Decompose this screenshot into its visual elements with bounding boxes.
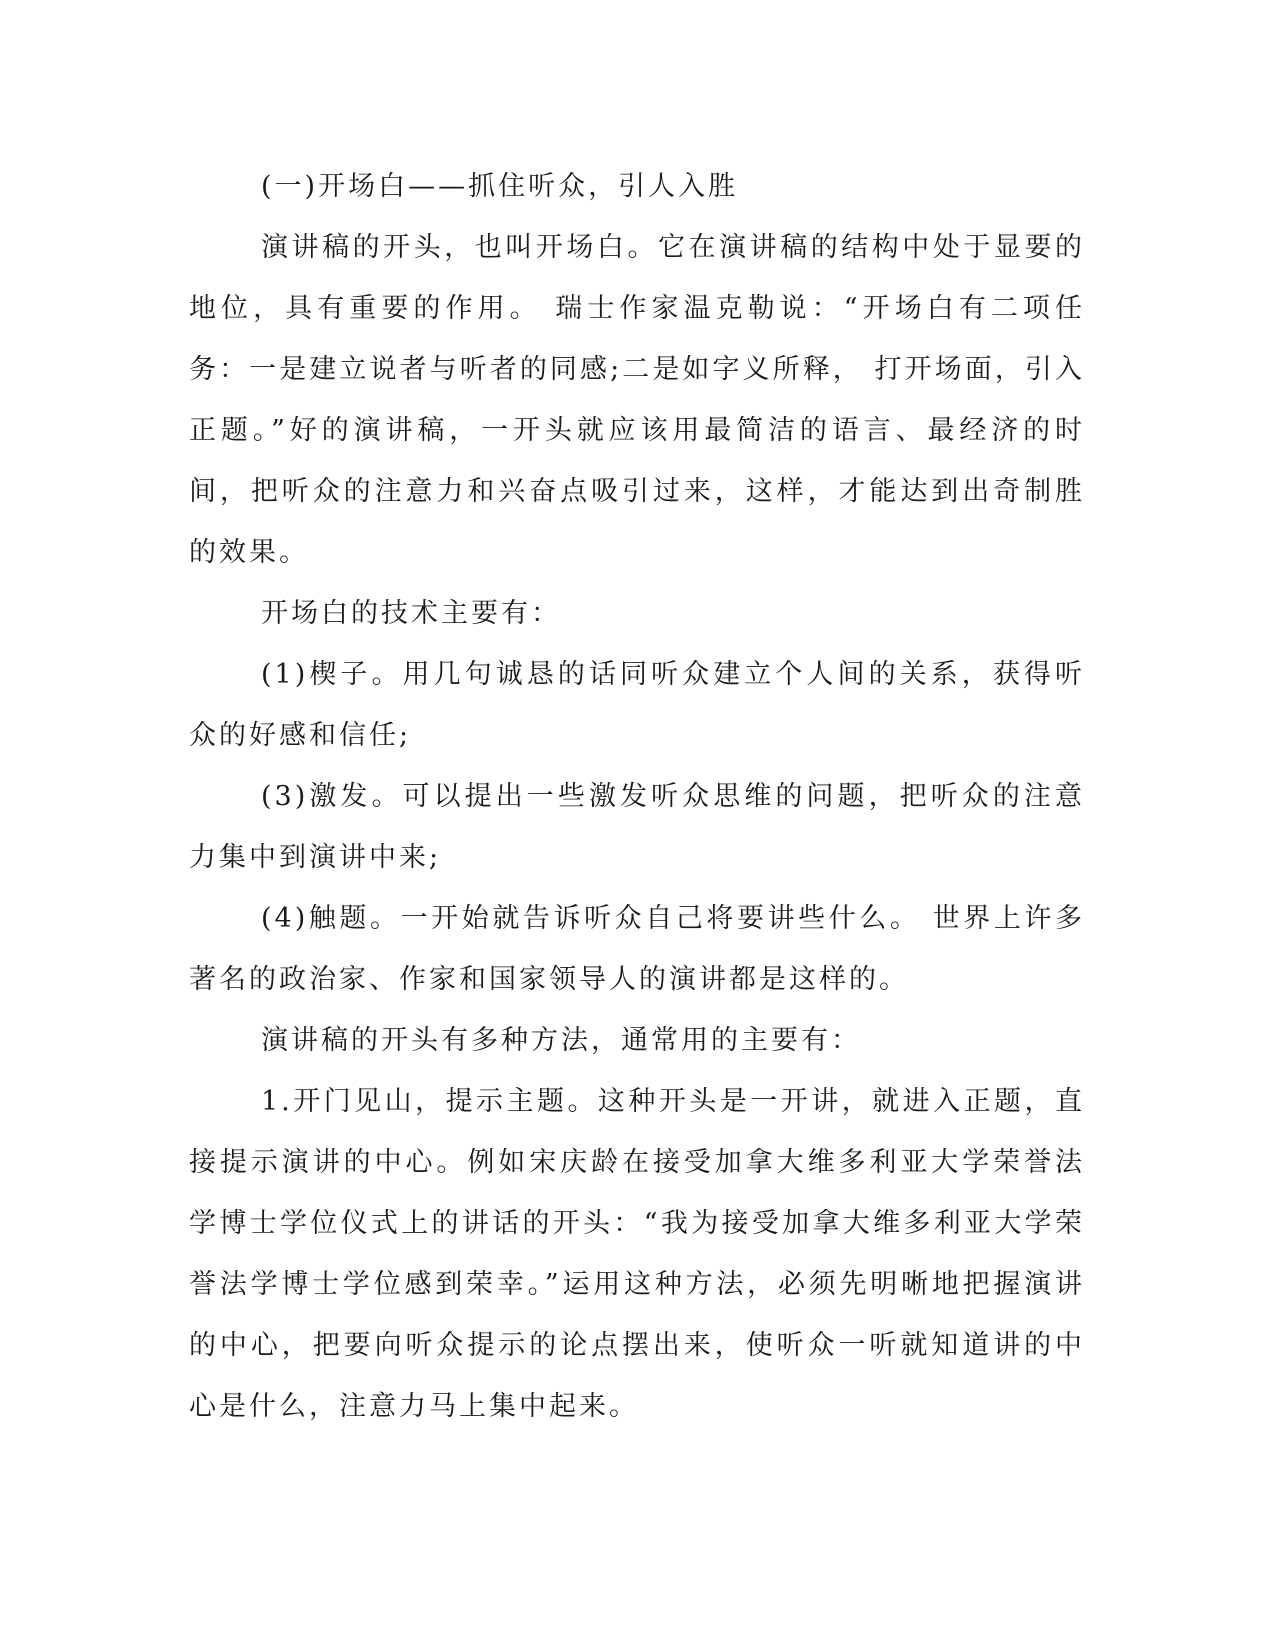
section-heading: (一)开场白——抓住听众，引人入胜 <box>261 171 739 202</box>
paragraph-methods-title: 演讲稿的开头有多种方法，通常用的主要有： <box>261 1025 861 1056</box>
paragraph-technique-1: (1)楔子。用几句诚恳的话同听众建立个人间的关系，获得听众的好感和信任; <box>189 659 1085 751</box>
paragraph-techniques-title: 开场白的技术主要有： <box>261 598 561 629</box>
paragraph-technique-4: (4)触题。一开始就告诉听众自己将要讲些什么。 世界上许多著名的政治家、作家和国家领导人的演讲都是这样的。 <box>189 903 1085 995</box>
paragraph-technique-3: (3)激发。可以提出一些激发听众思维的问题，把听众的注意力集中到演讲中来; <box>189 781 1085 873</box>
paragraph-intro: 演讲稿的开头，也叫开场白。它在演讲稿的结构中处于显要的地位，具有重要的作用。 瑞士作家温克勒说：“开场白有二项任务：一是建立说者与听者的同感;二是如字义所释， 打开场面，引入正题。”好的演讲稿，一开头就应该用最简洁的语言、最经济的时间，把听众的注意力和兴奋点吸引过来，这样，才能达到出奇制胜的效果。 <box>189 232 1085 568</box>
document-body <box>189 156 1085 1437</box>
paragraph-method-1: 1.开门见山，提示主题。这种开头是一开讲，就进入正题，直接提示演讲的中心。例如宋庆龄在接受加拿大维多利亚大学荣誉法学博士学位仪式上的讲话的开头：“我为接受加拿大维多利亚大学荣誉法学博士学位感到荣幸。”运用这种方法，必须先明晰地把握演讲的中心，把要向听众提示的论点摆出来，使听众一听就知道讲的中心是什么，注意力马上集中起来。 <box>189 1086 1085 1422</box>
